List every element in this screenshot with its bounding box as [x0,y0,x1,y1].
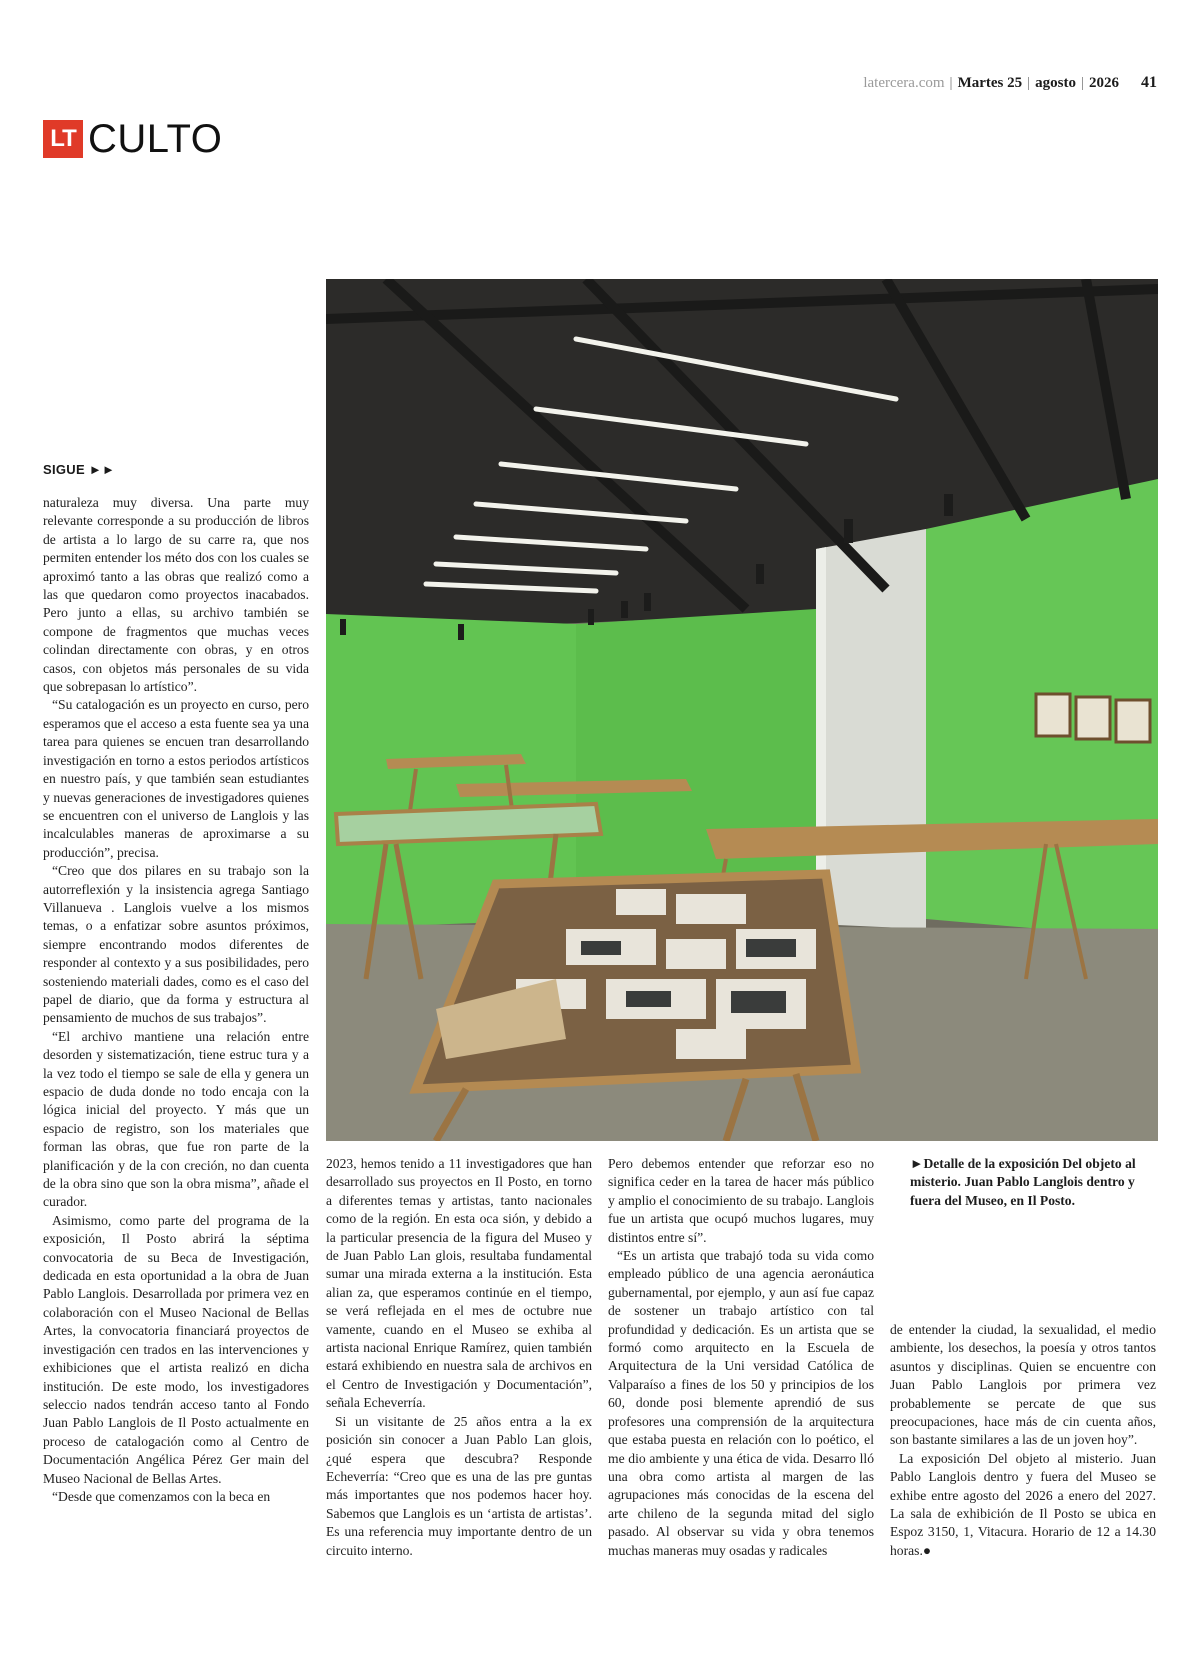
section-name: CULTO [88,117,223,161]
separator: | [1027,75,1031,91]
paragraph: Si un visitante de 25 años entra a la ex posición sin conocer a Juan Pablo Lan glois, ¿qué espera que descubra? Responde Echeverría: “Creo que es una de las pre guntas más importantes que nos podemos hacer hoy. Sabemos que Langlois es un ‘artista de artistas’. Es una referencia muy importante dentro de un circuito interno. [326,1413,592,1558]
paragraph: “Su catalogación es un proyecto en curso, pero esperamos que el acceso a esta fuente sea ya una tarea para quienes se encuen tran desarrollando investigación en torno a estos periodos artísticos en nuestro país, y que también sean estudiantes y nuevas generaciones de investigadores quienes se encuentren con el universo de Langlois y las incalculables maneras de aproximarse a su producción”, precisa. [43,697,309,860]
section-logo [43,119,222,159]
page-header [863,74,1157,92]
article-column-4 [890,1321,1156,1560]
continued-label: SIGUE ►► [43,462,116,477]
site-name[interactable]: latercera.com [863,75,945,91]
header-year: 2026 [1089,75,1119,91]
paragraph: “El archivo mantiene una relación entre desorden y sistematización, tiene estruc tura y a la vez todo el tiempo se sale de ella y genera un espacio de duda donde no todo encaja con la lógica inicial del proyecto. Y más que un espacio de registro, son los materiales que forman las obras, que fue ron parte de la planificación y de la con creción, no dan cuenta de la obra sino que son la obra misma”, añade el curador. [43,1028,309,1210]
separator: | [1080,75,1084,91]
paragraph: “Creo que dos pilares en su trabajo son la autorreflexión y la insistencia agrega Santiago Villanueva . Langlois vuelve a los mismos temas, o a enfatizar sobre asuntos próximos, siempre encontrando modos diferentes de responder al contexto y a sus posibilidades, pero sosteniendo materiali dades, como es el caso del papel de diario, que da forma y estructura al pensamiento de muchos de sus trabajos”. [43,863,309,1026]
photo-caption: ►Detalle de la exposición Del objeto al misterio. Juan Pablo Langlois dentro y fuera del Museo, en Il Posto. [910,1156,1136,1208]
paragraph: 2023, hemos tenido a 11 investigadores que han desarrollado sus proyectos en Il Posto, en torno a diferentes temas y artistas, tanto nacionales como de la región. En esta oca sión, y debido a la particular presencia de la figura del Museo y de Juan Pablo Lan glois, resultaba fundamental sumar una mirada externa a la institución. Esta alian za, que esperamos continúe en el tiempo, se verá reflejada en el mes de octubre nue vamente, cuando en el Museo se exhiba al artista nacional Enrique Ramírez, quien también estará exhibiendo en nuestra sala de archivos en el Centro de Investigación y Documentación”, señala Echeverría. [326,1156,592,1411]
paragraph: de entender la ciudad, la sexualidad, el medio ambiente, los desechos, la poesía y otros tantos asuntos y disciplinas. Quien se encuentre con Juan Pablo Langlois por primera vez probablemente se percate de que sus preocupaciones, hace más de cin cuenta años, son bastante similares a las de un joven hoy”. [890,1322,1156,1448]
paragraph: “Es un artista que trabajó toda su vida como empleado público de una agencia aeronáutica gubernamental, por ejemplo, y aun así fue capaz de sostener un trabajo artístico con tal profundidad y dedicación. Es un artista que se formó como arquitecto en la Escuela de Arquitectura de la Uni versidad Católica de Valparaíso a fines de los 50 y principios de los 60, donde posi blemente aprendió de sus profesores una comprensión de la arquitectura que estaba puesta en relación con lo poético, el me dio ambiente y una ética de vida. Desarro lló una obra como artista al margen de las agrupaciones más conocidas de la escena del arte chileno de la segunda mitad del siglo pasado. Al observar su vida y obra tenemos muchas maneras muy osadas y radicales [608,1248,874,1558]
lt-logo-mark: LT [43,120,83,158]
article-column-3 [608,1155,874,1560]
header-month: agosto [1035,75,1076,91]
paragraph: Pero debemos entender que reforzar eso no significa ceder en la tarea de hacer más público y amplio el conocimiento de su trabajo. Langlois fue un artista que ocupó muchos lugares, muy distintos entre sí”. [608,1156,874,1245]
header-day: Martes 25 [957,75,1023,91]
page-number: 41 [1141,74,1157,91]
separator: | [949,75,953,91]
paragraph: Asimismo, como parte del programa de la exposición, Il Posto abrirá la séptima convocatoria de su Beca de Investigación, dedicada en esta oportunidad a la obra de Juan Pablo Langlois. Desarrollada por primera vez en colaboración con el Museo Nacional de Bellas Artes, la convocatoria financiará proyectos de investigación cen trados en las intervenciones y exhibiciones que el artista realizó en dicha institución. De este modo, los investigadores seleccio nados tendrán acceso tanto al Fondo Juan Pablo Langlois de Il Posto actualmente en proceso de catalogación como al Centro de Documentación Angélica Pérez Ger main del Museo Nacional de Bellas Artes. [43,1212,309,1486]
paragraph: naturaleza muy diversa. Una parte muy relevante corresponde a su producción de libros de artista a lo largo de su carre ra, que nos permiten entender los méto dos con los cuales se aproximó tanto a las obras que realizó como a las que quedaron como proyectos inacabados. Pero junto a ellas, su archivo también se compone de fragmentos que muchas veces colindan directamente con obras, y en otros casos, con objetos más personales de su vida que sobrepasan lo artístico”. [43,495,309,695]
exhibition-photo [326,279,1158,1141]
paragraph: La exposición Del objeto al misterio. Juan Pablo Langlois dentro y fuera del Museo se exhibe entre agosto del 2026 a enero del 2027. La sala de exhibición de Il Posto se ubica en Espoz 3150, 1, Vitacura. Horario de 12 a 14.30 horas.● [890,1450,1156,1558]
article-column-1 [43,494,309,1506]
article-column-2 [326,1155,592,1560]
paragraph: “Desde que comenzamos con la beca en [52,1488,271,1504]
